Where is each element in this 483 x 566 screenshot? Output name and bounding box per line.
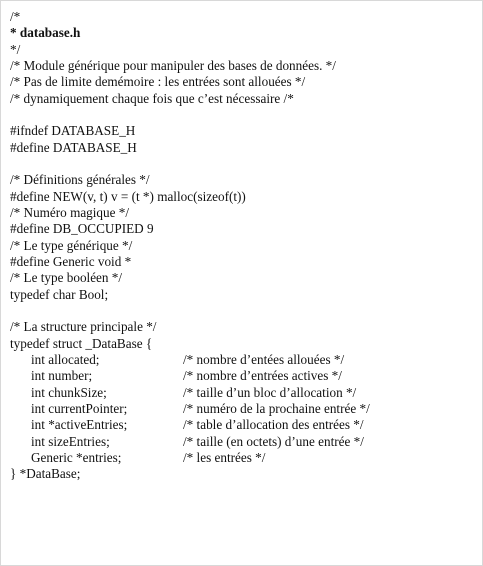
code-listing — [10, 9, 480, 483]
struct-member — [10, 385, 480, 401]
description-line-3: /* dynamiquement chaque fois que c’est nécessaire /* — [10, 90, 294, 106]
member-declaration: Generic *entries; — [31, 449, 122, 465]
struct-member — [10, 417, 480, 433]
define-generic: #define Generic void * — [10, 253, 132, 269]
struct-member — [10, 368, 480, 384]
define-db-occupied: #define DB_OCCUPIED 9 — [10, 221, 154, 237]
blank-line — [10, 107, 480, 123]
general-definitions-comment: /* Définitions générales */ — [10, 172, 150, 188]
define-guard: #define DATABASE_H — [10, 139, 137, 155]
member-comment: /* numéro de la prochaine entrée */ — [183, 400, 370, 416]
ifndef-guard: #ifndef DATABASE_H — [10, 123, 136, 139]
description-line-1: /* Module générique pour manipuler des bases de données. */ — [10, 57, 336, 73]
generic-type-comment: /* Le type générique */ — [10, 237, 133, 253]
blank-line — [10, 156, 480, 172]
typedef-bool: typedef char Bool; — [10, 286, 109, 302]
struct-open: typedef struct _DataBase { — [10, 335, 153, 351]
member-comment: /* nombre d’entrées actives */ — [183, 368, 342, 384]
member-declaration: int number; — [31, 368, 93, 384]
magic-number-comment: /* Numéro magique */ — [10, 204, 130, 220]
member-comment: /* table d’allocation des entrées */ — [183, 417, 364, 433]
member-comment: /* taille (en octets) d’une entrée */ — [183, 433, 364, 449]
member-declaration: int sizeEntries; — [31, 433, 110, 449]
member-comment: /* taille d’un bloc d’allocation */ — [183, 384, 357, 400]
struct-close: } *DataBase; — [10, 466, 81, 482]
struct-member — [10, 450, 480, 466]
member-comment: /* nombre d’entées allouées */ — [183, 351, 345, 367]
blank-line — [10, 303, 480, 319]
boolean-type-comment: /* Le type booléen */ — [10, 270, 123, 286]
struct-member — [10, 401, 480, 417]
member-declaration: int chunkSize; — [31, 384, 107, 400]
main-structure-comment: /* La structure principale */ — [10, 319, 157, 335]
comment-close: */ — [10, 41, 21, 57]
file-title: * database.h — [10, 25, 81, 41]
member-comment: /* les entrées */ — [183, 449, 266, 465]
struct-member — [10, 352, 480, 368]
comment-open: /* — [10, 9, 21, 24]
member-declaration: int currentPointer; — [31, 400, 128, 416]
struct-member — [10, 434, 480, 450]
description-line-2: /* Pas de limite demémoire : les entrées sont allouées */ — [10, 74, 306, 90]
member-declaration: int *activeEntries; — [31, 417, 128, 433]
member-declaration: int allocated; — [31, 351, 100, 367]
define-new-macro: #define NEW(v, t) v = (t *) malloc(sizeof(t)) — [10, 188, 246, 204]
